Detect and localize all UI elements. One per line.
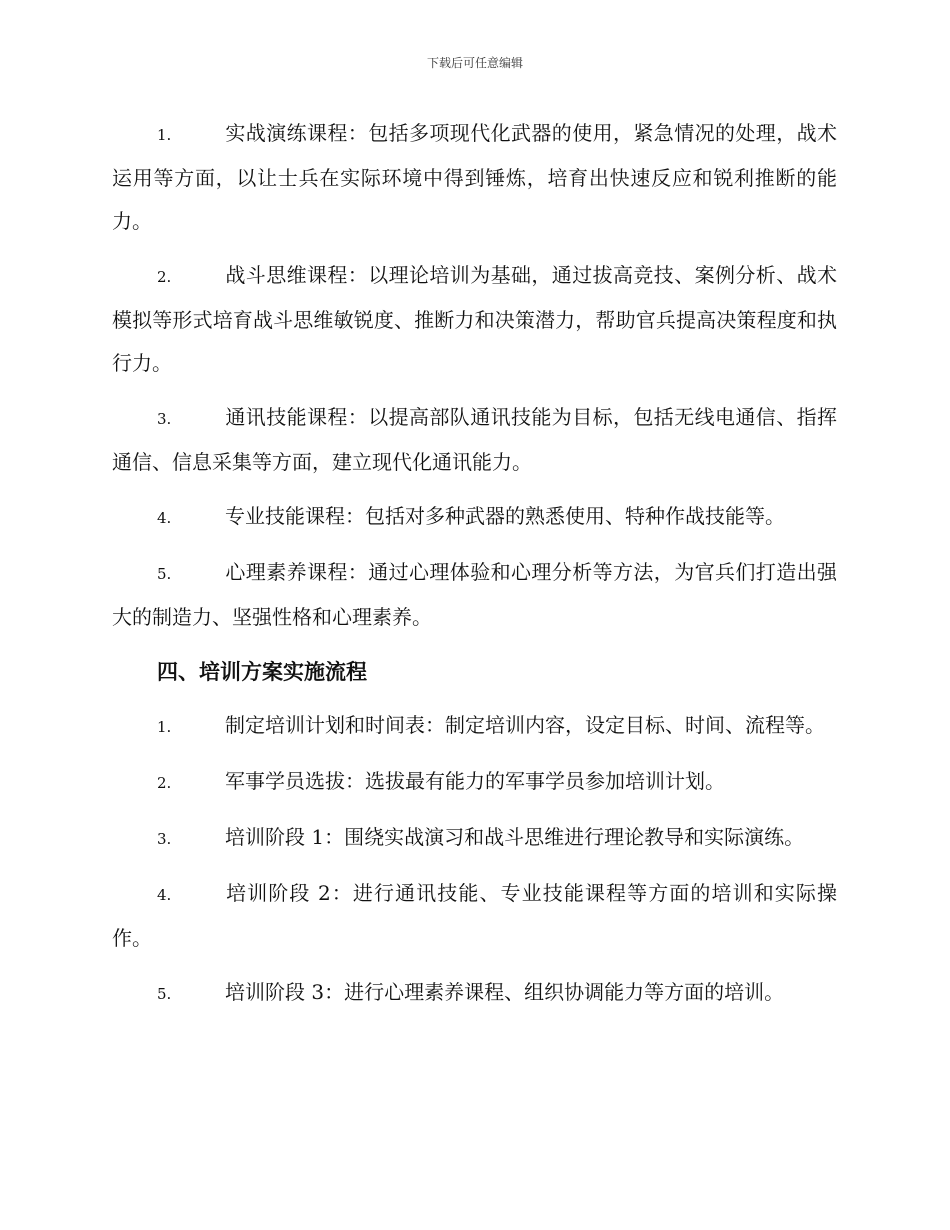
list-item-text: 制定培训计划和时间表：制定培训内容，设定目标、时间、流程等。 (225, 713, 825, 737)
document-body (112, 112, 837, 1027)
list-item-course-3 (112, 396, 837, 484)
list-item-text: 实战演练课程：包括多项现代化武器的使用，紧急情况的处理，战术运用等方面，以让士兵在实际环境中得到锤炼，培育出快速反应和锐利推断的能力。 (112, 121, 837, 233)
list-item-course-2 (112, 254, 837, 385)
list-item-text: 培训阶段 2：进行通讯技能、专业技能课程等方面的培训和实际操作。 (112, 881, 837, 950)
list-item-step-1 (112, 704, 837, 749)
list-item-text: 心理素养课程：通过心理体验和心理分析等方法，为官兵们打造出强大的制造力、坚强性格和心理素养。 (112, 560, 837, 629)
list-item-step-5 (112, 971, 837, 1016)
list-item-text: 培训阶段 3：进行心理素养课程、组织协调能力等方面的培训。 (225, 980, 785, 1004)
list-number: 1. (157, 126, 172, 144)
list-number: 1. (157, 718, 172, 736)
list-number: 2. (157, 774, 172, 792)
list-item-text: 通讯技能课程：以提高部队通讯技能为目标，包括无线电通信、指挥通信、信息采集等方面，建立现代化通讯能力。 (112, 405, 837, 474)
list-number: 3. (157, 830, 172, 848)
list-item-text: 战斗思维课程：以理论培训为基础，通过拔高竞技、案例分析、战术模拟等形式培育战斗思维敏锐度、推断力和决策潜力，帮助官兵提高决策程度和执行力。 (112, 263, 837, 375)
list-item-text: 专业技能课程：包括对多种武器的熟悉使用、特种作战技能等。 (225, 504, 785, 528)
list-item-course-4 (112, 495, 837, 540)
list-number: 4. (157, 509, 172, 527)
list-item-step-3 (112, 816, 837, 861)
list-item-text: 培训阶段 1：围绕实战演习和战斗思维进行理论教导和实际演练。 (225, 825, 805, 849)
list-item-text: 军事学员选拔：选拔最有能力的军事学员参加培训计划。 (225, 769, 725, 793)
list-item-course-5 (112, 551, 837, 639)
list-number: 2. (157, 268, 172, 286)
list-item-step-2 (112, 760, 837, 805)
page-header: 下载后可任意编辑 (426, 56, 523, 70)
list-number: 3. (157, 410, 172, 428)
list-number: 5. (157, 565, 172, 583)
section-heading: 四、培训方案实施流程 (157, 659, 367, 684)
list-item-step-4 (112, 872, 837, 960)
list-item-course-1 (112, 112, 837, 243)
list-number: 4. (157, 886, 172, 904)
list-number: 5. (157, 985, 172, 1003)
